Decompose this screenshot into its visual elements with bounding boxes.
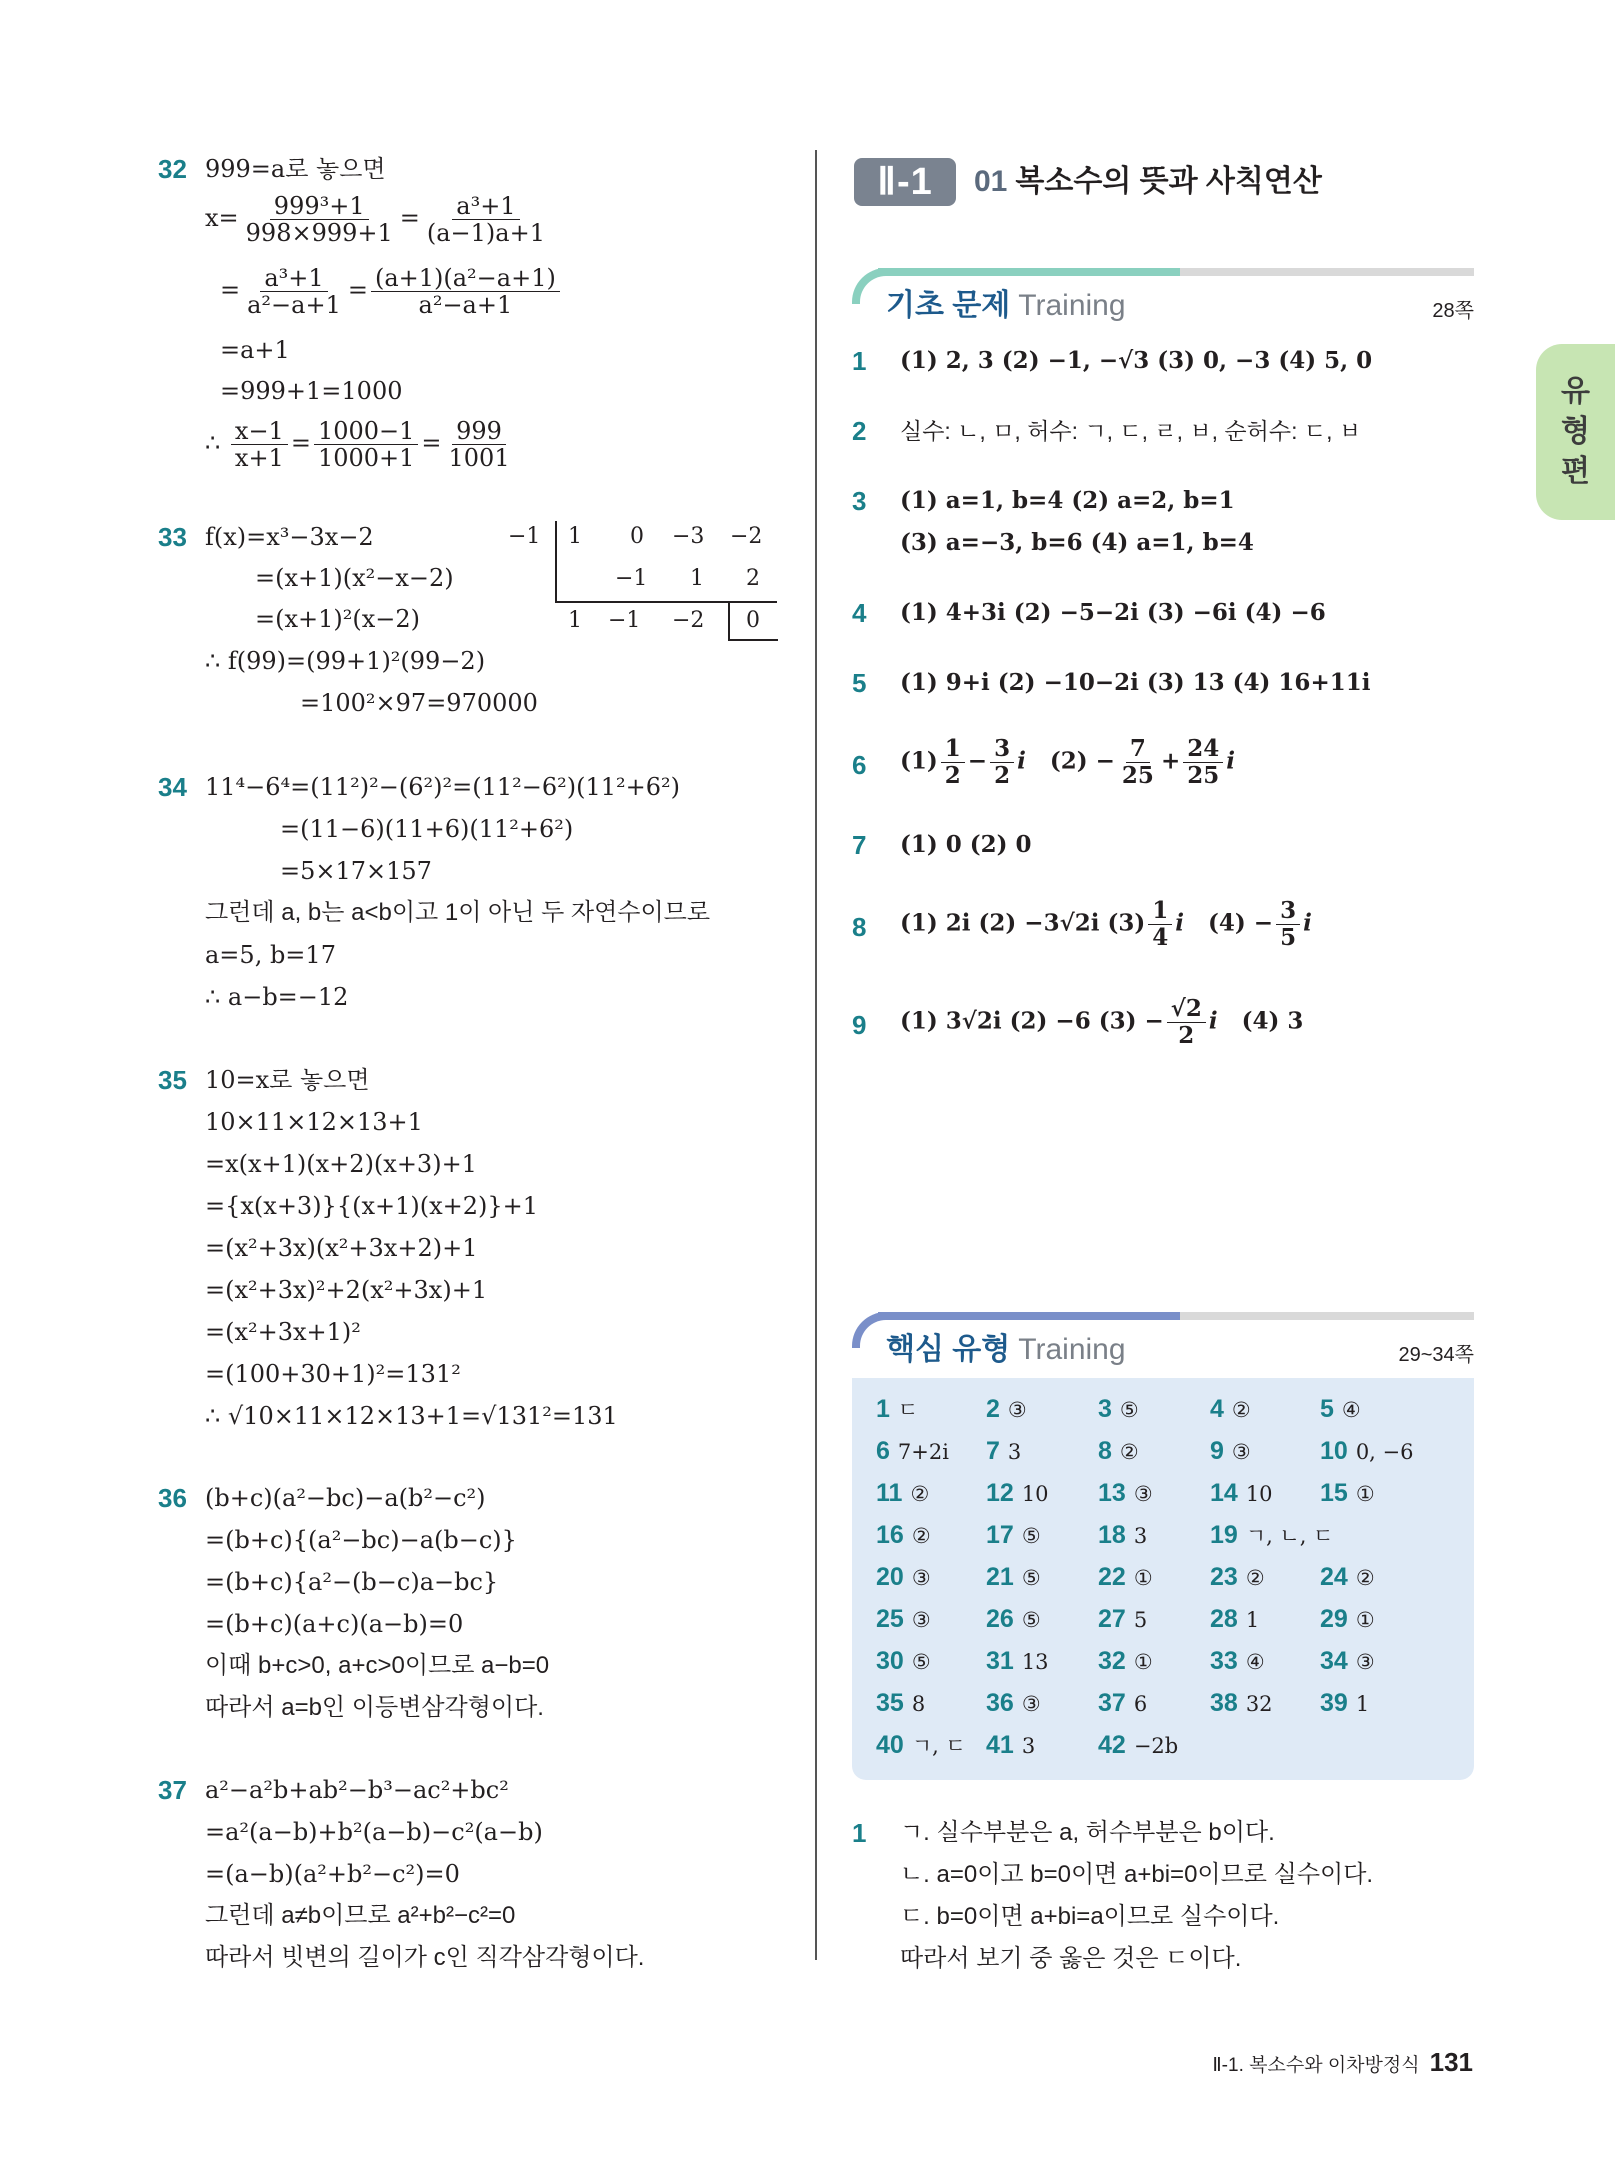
grid-answer-value: 32 [1245, 1692, 1273, 1716]
answer-text: (1) 0 (2) 0 [900, 831, 1032, 858]
grid-answer-value: ① [1355, 1482, 1375, 1506]
q35-line3: =x(x+1)(x+2)(x+3)+1 [205, 1150, 477, 1178]
answer-text: (1) $\frac{1}{2}$ − $\frac{3}{2}$ i (2) − $\frac{7}{25}$ + $\frac{24}{25}$ i [900, 735, 1235, 789]
grid-answer-value: −2b [1133, 1734, 1179, 1758]
grid-answer-value: ② [911, 1524, 931, 1548]
core-training-header [852, 1312, 1474, 1372]
grid-answer-34 [1320, 1646, 1375, 1678]
synth-r1-c1: 1 [568, 524, 582, 549]
synth-root: −1 [508, 524, 541, 549]
grid-answer-value: ③ [1133, 1482, 1153, 1506]
q37-line5: 따라서 빗변의 길이가 c인 직각삼각형이다. [205, 1944, 645, 1971]
grid-answer-9 [1210, 1436, 1251, 1468]
grid-answer-number: 19 [1210, 1521, 1238, 1549]
synth-r2-c3: 1 [690, 566, 704, 591]
grid-answer-2 [986, 1394, 1027, 1426]
q37-line1: a²−a²b+ab²−b³−ac²+bc² [205, 1776, 509, 1804]
grid-answer-number: 14 [1210, 1479, 1238, 1507]
synth-r2-c2: −1 [615, 566, 648, 591]
answer-text: 실수: ㄴ, ㅁ, 허수: ㄱ, ㄷ, ㄹ, ㅂ, 순허수: ㄷ, ㅂ [900, 418, 1362, 444]
grid-answer-3 [1098, 1394, 1139, 1426]
grid-answer-value: ⑤ [1021, 1566, 1041, 1590]
grid-answer-number: 3 [1098, 1395, 1112, 1423]
grid-answer-1 [876, 1394, 918, 1426]
grid-answer-42 [1098, 1730, 1178, 1762]
grid-answer-41 [986, 1730, 1035, 1762]
q32-number: 32 [158, 154, 187, 184]
q33-line3: =(x+1)²(x−2) [255, 605, 421, 633]
grid-answer-value: ② [1355, 1566, 1375, 1590]
grid-answer-number: 26 [986, 1605, 1014, 1633]
grid-answer-value: 3 [1021, 1734, 1036, 1758]
grid-answer-number: 31 [986, 1647, 1014, 1675]
tab-char: 유 [1561, 375, 1590, 408]
header-bar-gray [1180, 268, 1474, 276]
q37-line2: =a²(a−b)+b²(a−b)−c²(a−b) [205, 1818, 543, 1846]
grid-answer-number: 7 [986, 1437, 1000, 1465]
grid-answer-8 [1098, 1436, 1139, 1468]
grid-answer-value: ② [1245, 1566, 1265, 1590]
grid-answer-32 [1098, 1646, 1153, 1678]
grid-answer-4 [1210, 1394, 1251, 1426]
synth-r3-c3: −2 [672, 608, 705, 633]
grid-answer-38 [1210, 1688, 1273, 1720]
grid-answer-33 [1210, 1646, 1265, 1678]
q35-line9: ∴ √10×11×12×13+1=√131²=131 [205, 1402, 618, 1430]
q34-number: 34 [158, 772, 187, 802]
grid-answer-19 [1210, 1520, 1333, 1552]
footer-chapter: Ⅱ-1. 복소수와 이차방정식 [1212, 2055, 1420, 2076]
grid-answer-number: 39 [1320, 1689, 1348, 1717]
answer-text: (1) 3√2i (2) −6 (3) − $\frac{√2}{2}$ i (4) 3 [900, 995, 1304, 1049]
grid-answer-value: ② [1119, 1440, 1139, 1464]
q34-line2: =(11−6)(11+6)(11²+6²) [280, 815, 574, 843]
q35-line4: ={x(x+3)}{(x+1)(x+2)}+1 [205, 1192, 539, 1220]
grid-answer-36 [986, 1688, 1041, 1720]
q34-line3: =5×17×157 [280, 857, 432, 885]
basic-title-ko: 기초 문제 [886, 289, 1011, 322]
q33-number: 33 [158, 522, 187, 552]
grid-answer-number: 28 [1210, 1605, 1238, 1633]
q32-line3: =a+1 [220, 336, 290, 364]
grid-answer-26 [986, 1604, 1041, 1636]
synth-remainder-box [728, 601, 730, 639]
answer-text: (3) a=−3, b=6 (4) a=1, b=4 [900, 529, 1254, 556]
grid-answer-value: 0, −6 [1355, 1440, 1414, 1464]
grid-answer-value: ④ [1245, 1650, 1265, 1674]
grid-answer-number: 23 [1210, 1563, 1238, 1591]
synth-r1-c3: −3 [672, 524, 705, 549]
answer-number: 6 [852, 750, 867, 780]
q36-line6: 따라서 a=b인 이등변삼각형이다. [205, 1694, 544, 1721]
q33-line1: f(x)=x³−3x−2 [205, 523, 374, 551]
chapter-title [974, 160, 1322, 204]
grid-answer-value: ㄷ [897, 1398, 919, 1422]
tab-char: 형 [1561, 415, 1590, 448]
grid-answer-value: 1 [1245, 1608, 1260, 1632]
grid-answer-23 [1210, 1562, 1265, 1594]
grid-answer-number: 35 [876, 1689, 904, 1717]
grid-answer-number: 6 [876, 1437, 890, 1465]
answer-text: (1) 2i (2) −3√2i (3) $\frac{1}{4}$ i (4) − $\frac{3}{5}$ i [900, 897, 1312, 951]
q34-line6: ∴ a−b=−12 [205, 983, 349, 1011]
answer-text: (1) 9+i (2) −10−2i (3) 13 (4) 16+11i [900, 669, 1371, 696]
grid-answer-value: 10 [1245, 1482, 1273, 1506]
q35-line8: =(100+30+1)²=131² [205, 1360, 461, 1388]
grid-answer-number: 11 [876, 1479, 903, 1507]
grid-answer-number: 22 [1098, 1563, 1126, 1591]
grid-answer-number: 41 [986, 1731, 1014, 1759]
grid-answer-number: 15 [1320, 1479, 1348, 1507]
q36-line1: (b+c)(a²−bc)−a(b²−c²) [205, 1484, 486, 1512]
grid-answer-14 [1210, 1478, 1273, 1510]
grid-answer-35 [876, 1688, 925, 1720]
grid-answer-value: ③ [911, 1566, 931, 1590]
chapter-number: 01 [974, 165, 1008, 198]
q36-line5: 이때 b+c>0, a+c>0이므로 a−b=0 [205, 1652, 550, 1679]
grid-answer-number: 29 [1320, 1605, 1348, 1633]
grid-answer-number: 38 [1210, 1689, 1238, 1717]
q36-number: 36 [158, 1483, 187, 1513]
tab-char: 편 [1561, 455, 1590, 488]
q32-line2: = $\frac{\text{a³+1}}{\text{a²−a+1}}$ = $\frac{\text{(a+1)(a²−a+1)}}{\text{a²−a+1}}$ [220, 265, 563, 318]
q33-line4: ∴ f(99)=(99+1)²(99−2) [205, 647, 486, 675]
grid-answer-number: 12 [986, 1479, 1014, 1507]
explain-line3: ㄷ. b=0이면 a+bi=a이므로 실수이다. [900, 1903, 1280, 1930]
basic-page-ref: 28쪽 [1432, 300, 1474, 322]
grid-answer-number: 10 [1320, 1437, 1348, 1465]
answer-number: 8 [852, 912, 867, 942]
grid-answer-value: 7+2i [897, 1440, 949, 1464]
grid-answer-number: 30 [876, 1647, 904, 1675]
grid-answer-value: ① [1133, 1566, 1153, 1590]
q35-line1: 10=x로 놓으면 [205, 1066, 370, 1094]
synth-r3-c4: 0 [746, 608, 760, 633]
q35-line7: =(x²+3x+1)² [205, 1318, 361, 1346]
grid-answer-value: ① [1355, 1608, 1375, 1632]
q34-line5: a=5, b=17 [205, 941, 336, 969]
grid-answer-value: ⑤ [1021, 1608, 1041, 1632]
q34-line1: 11⁴−6⁴=(11²)²−(6²)²=(11²−6²)(11²+6²) [205, 773, 681, 801]
chapter-title-text: 복소수의 뜻과 사칙연산 [1015, 165, 1322, 198]
q36-line3: =(b+c){a²−(b−c)a−bc} [205, 1568, 499, 1596]
grid-answer-value: ㄱ, ㄴ, ㄷ [1245, 1524, 1334, 1548]
grid-answer-13 [1098, 1478, 1153, 1510]
grid-answer-17 [986, 1520, 1041, 1552]
grid-answer-24 [1320, 1562, 1375, 1594]
grid-answer-12 [986, 1478, 1049, 1510]
grid-answer-value: 3 [1133, 1524, 1148, 1548]
q32-line1: x= $\frac{\text{999³+1}}{998\times 999+1}$ = $\frac{\text{a³+1}}{(a-1)a+1}$ [205, 192, 545, 247]
grid-answer-15 [1320, 1478, 1375, 1510]
synth-r1-c4: −2 [730, 524, 763, 549]
answer-number: 4 [852, 598, 867, 628]
grid-answer-number: 21 [986, 1563, 1014, 1591]
core-title-ko: 핵심 유형 [886, 1333, 1011, 1366]
grid-answer-number: 16 [876, 1521, 904, 1549]
grid-answer-number: 34 [1320, 1647, 1348, 1675]
q35-line6: =(x²+3x)²+2(x²+3x)+1 [205, 1276, 488, 1304]
answer-number: 7 [852, 830, 867, 860]
explain-line2: ㄴ. a=0이고 b=0이면 a+bi=0이므로 실수이다. [900, 1861, 1374, 1888]
grid-answer-number: 36 [986, 1689, 1014, 1717]
grid-answer-21 [986, 1562, 1041, 1594]
header-bar-gray [1180, 1312, 1474, 1320]
grid-answer-value: ③ [1007, 1398, 1027, 1422]
answer-number: 3 [852, 486, 867, 516]
grid-answer-number: 33 [1210, 1647, 1238, 1675]
grid-answer-number: 13 [1098, 1479, 1126, 1507]
synth-r2-c4: 2 [746, 566, 760, 591]
answer-text: (1) 4+3i (2) −5−2i (3) −6i (4) −6 [900, 599, 1326, 626]
grid-answer-value: ③ [1231, 1440, 1251, 1464]
explain-line4: 따라서 보기 중 옳은 것은 ㄷ이다. [900, 1945, 1242, 1972]
q37-line4: 그런데 a≠b이므로 a²+b²−c²=0 [205, 1902, 516, 1929]
synthetic-division [500, 517, 780, 647]
grid-answer-value: ㄱ, ㄷ [911, 1734, 966, 1758]
grid-answer-number: 20 [876, 1563, 904, 1591]
grid-answer-value: ④ [1341, 1398, 1361, 1422]
grid-answer-number: 17 [986, 1521, 1014, 1549]
grid-answer-value: ③ [1355, 1650, 1375, 1674]
core-title-en: Training [1018, 1333, 1126, 1366]
answer-text: (1) a=1, b=4 (2) a=2, b=1 [900, 487, 1235, 514]
header-bar-teal [878, 268, 1180, 276]
grid-answer-number: 4 [1210, 1395, 1224, 1423]
synth-vline [555, 521, 557, 601]
grid-answer-7 [986, 1436, 1021, 1468]
grid-answer-value: ② [1231, 1398, 1251, 1422]
grid-answer-number: 8 [1098, 1437, 1112, 1465]
grid-answer-number: 1 [876, 1395, 890, 1423]
grid-answer-number: 2 [986, 1395, 1000, 1423]
grid-answer-value: ⑤ [1119, 1398, 1139, 1422]
grid-answer-29 [1320, 1604, 1375, 1636]
q35-number: 35 [158, 1065, 187, 1095]
grid-answer-31 [986, 1646, 1049, 1678]
explain-line1: ㄱ. 실수부분은 a, 허수부분은 b이다. [900, 1819, 1275, 1846]
grid-answer-number: 18 [1098, 1521, 1126, 1549]
synth-remainder-bottom [728, 639, 778, 641]
grid-answer-number: 27 [1098, 1605, 1126, 1633]
q32-intro: 999=a로 놓으면 [205, 155, 386, 183]
page-footer [1212, 2047, 1473, 2078]
q35-line2: 10×11×12×13+1 [205, 1108, 423, 1136]
q37-number: 37 [158, 1775, 187, 1805]
grid-answer-number: 5 [1320, 1395, 1334, 1423]
grid-answer-5 [1320, 1394, 1361, 1426]
column-divider [815, 150, 817, 1960]
basic-title-en: Training [1018, 289, 1126, 322]
q32-line5: ∴ $\frac{x-1}{x+1}$ = $\frac{1000-1}{1000+1}$ = $\frac{999}{1001}$ [205, 417, 510, 472]
grid-answer-6 [876, 1436, 949, 1468]
grid-answer-number: 9 [1210, 1437, 1224, 1465]
grid-answer-18 [1098, 1520, 1147, 1552]
synth-r3-c2: −1 [608, 608, 641, 633]
grid-answer-28 [1210, 1604, 1259, 1636]
q34-line4: 그런데 a, b는 a<b이고 1이 아닌 두 자연수이므로 [205, 899, 711, 926]
grid-answer-value: ⑤ [911, 1650, 931, 1674]
grid-answer-39 [1320, 1688, 1369, 1720]
q36-line2: =(b+c){(a²−bc)−a(b−c)} [205, 1526, 517, 1554]
grid-answer-value: ① [1133, 1650, 1153, 1674]
chapter-chip: Ⅱ-1 [854, 158, 956, 206]
grid-answer-22 [1098, 1562, 1153, 1594]
grid-answer-number: 42 [1098, 1731, 1126, 1759]
grid-answer-10 [1320, 1436, 1413, 1468]
answer-number: 2 [852, 416, 867, 446]
grid-answer-30 [876, 1646, 931, 1678]
grid-answer-11 [876, 1478, 929, 1510]
core-answer-grid [852, 1378, 1474, 1780]
section-side-tab[interactable] [1536, 344, 1615, 520]
answer-number: 5 [852, 668, 867, 698]
synth-r1-c2: 0 [630, 524, 644, 549]
grid-answer-value: ③ [911, 1608, 931, 1632]
grid-answer-value: 10 [1021, 1482, 1049, 1506]
q35-line5: =(x²+3x)(x²+3x+2)+1 [205, 1234, 478, 1262]
grid-answer-value: 8 [911, 1692, 926, 1716]
answer-number: 1 [852, 346, 867, 376]
synth-hline [555, 601, 777, 603]
q37-line3: =(a−b)(a²+b²−c²)=0 [205, 1860, 460, 1888]
q32-line4: =999+1=1000 [220, 377, 403, 405]
answer-text: (1) 2, 3 (2) −1, −√3 (3) 0, −3 (4) 5, 0 [900, 347, 1373, 374]
grid-answer-value: 13 [1021, 1650, 1049, 1674]
grid-answer-value: ⑤ [1021, 1524, 1041, 1548]
grid-answer-value: 1 [1355, 1692, 1370, 1716]
basic-training-header [852, 268, 1474, 328]
grid-answer-number: 24 [1320, 1563, 1348, 1591]
grid-answer-value: 6 [1133, 1692, 1148, 1716]
core-page-ref: 29~34쪽 [1398, 1344, 1474, 1366]
grid-answer-number: 37 [1098, 1689, 1126, 1717]
grid-answer-value: 5 [1133, 1608, 1148, 1632]
q36-line4: =(b+c)(a+c)(a−b)=0 [205, 1610, 464, 1638]
grid-answer-number: 32 [1098, 1647, 1126, 1675]
grid-answer-number: 40 [876, 1731, 904, 1759]
grid-answer-value: ② [910, 1482, 930, 1506]
grid-answer-37 [1098, 1688, 1147, 1720]
synth-r3-c1: 1 [568, 608, 582, 633]
q33-line5: =100²×97=970000 [300, 689, 538, 717]
answer-number: 9 [852, 1010, 867, 1040]
header-bar-blue [878, 1312, 1180, 1320]
grid-answer-20 [876, 1562, 931, 1594]
grid-answer-value: 3 [1007, 1440, 1022, 1464]
grid-answer-27 [1098, 1604, 1147, 1636]
q33-line2: =(x+1)(x²−x−2) [255, 564, 454, 592]
grid-answer-16 [876, 1520, 931, 1552]
grid-answer-25 [876, 1604, 931, 1636]
grid-answer-40 [876, 1730, 966, 1762]
page-number: 131 [1429, 2047, 1473, 2077]
grid-answer-number: 25 [876, 1605, 904, 1633]
explanation-number: 1 [852, 1818, 867, 1848]
grid-answer-value: ③ [1021, 1692, 1041, 1716]
